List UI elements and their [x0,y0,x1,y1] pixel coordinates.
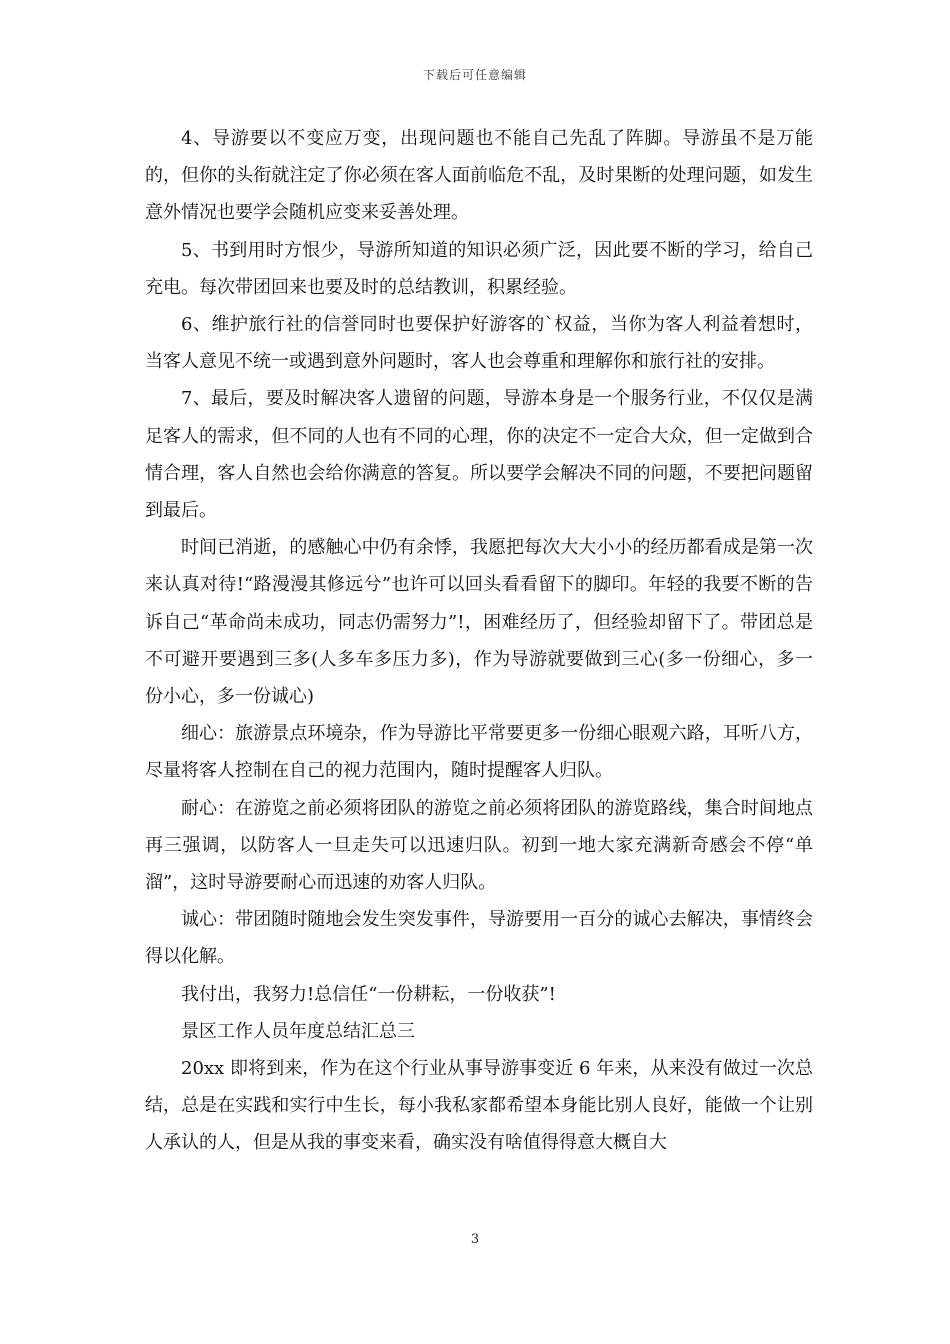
paragraph-point-5: 5、书到用时方恨少，导游所知道的知识必须广泛，因此要不断的学习，给自己充电。每次带团回来也要及时的总结教训，积累经验。 [145,239,813,298]
paragraph-point-7: 7、最后，要及时解决客人遗留的问题，导游本身是一个服务行业，不仅仅是满足客人的需求，但不同的人也有不同的心理，你的决定不一定合大众，但一定做到合情合理，客人自然也会给你满意的答复。所以要学会解决不同的问题，不要把问题留到最后。 [145,388,813,522]
document-body [145,120,813,1162]
paragraph-point-4: 4、导游要以不变应万变，出现问题也不能自己先乱了阵脚。导游虽不是万能的，但你的头衔就注定了你必须在客人面前临危不乱，及时果断的处理问题，如发生意外情况也要学会随机应变来妥善处理。 [145,128,813,224]
section-heading: 景区工作人员年度总结汇总三 [181,1020,415,1042]
paragraph-patience: 耐心：在游览之前必须将团队的游览之前必须将团队的游览路线，集合时间地点再三强调，以防客人一旦走失可以迅速归队。初到一地大家充满新奇感会不停“单溜”，这时导游要耐心而迅速的劝客人归队。 [145,797,813,894]
paragraph-motto: 我付出，我努力!总信任“一份耕耘，一份收获”! [181,983,556,1005]
page-header: 下载后可任意编辑 [422,68,527,82]
page-number: 3 [470,1232,480,1247]
paragraph-reflection: 时间已消逝，的感触心中仍有余悸，我愿把每次大大小小的经历都看成是第一次来认真对待!“路漫漫其修远兮”也许可以回头看看留下的脚印。年轻的我要不断的告诉自己“革命尚未成功，同志仍需努力”!，困难经历了，但经验却留下了。带团总是不可避开要遇到三多(人多车多压力多)，作为导游就要做到三心(多一份细心，多一份小心，多一份诚心) [145,537,813,708]
paragraph-point-6: 6、维护旅行社的信誉同时也要保护好游客的`权益，当你为客人利益着想时，当客人意见不统一或遇到意外问题时，客人也会尊重和理解你和旅行社的安排。 [145,314,813,373]
paragraph-sincerity: 诚心：带团随时随地会发生突发事件，导游要用一百分的诚心去解决，事情终会得以化解。 [145,909,813,968]
paragraph-intro: 20xx 即将到来，作为在这个行业从事导游事变近 6 年来，从来没有做过一次总结，总是在实践和实行中生长，每小我私家都希望本身能比别人良好，能做一个让别人承认的人，但是从我的事变来看，确实没有啥值得得意大概自大 [145,1058,813,1154]
paragraph-attentive: 细心：旅游景点环境杂，作为导游比平常要更多一份细心眼观六路，耳听八方，尽量将客人控制在自己的视力范围内，随时提醒客人归队。 [145,723,813,782]
